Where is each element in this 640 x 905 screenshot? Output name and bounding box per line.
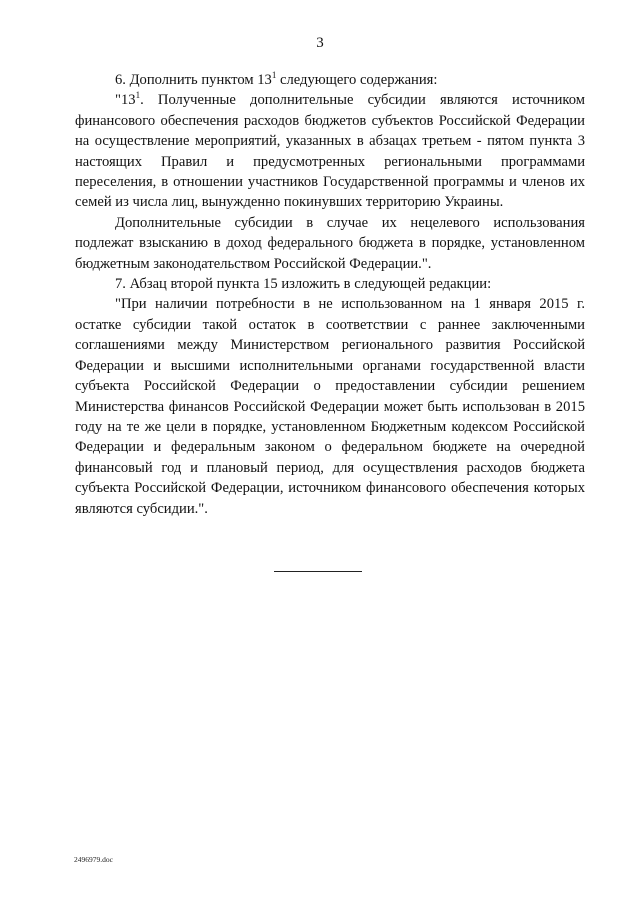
- paragraph-item-6: 6. Дополнить пунктом $13^1$ следующего содержания:: [115, 70, 438, 88]
- document-body: [75, 70, 585, 519]
- paragraph-point-13-1: "$13^1$. Полученные дополнительные субсидии являются источником финансового обеспечения расходов бюджетов субъектов Российской Федерации на осуществление мероприятий, указанных в абзацах третьем - пятом пункта 3 настоящих Правил и предусмотренных региональными программами переселения, в отношении участников Государственной программы и членов их семей из числа лиц, вынужденно покинувших территорию Украины.: [75, 90, 585, 211]
- paragraph-point-15-text: "При наличии потребности в не использованном на 1 января 2015 г. остатке субсидии такой остаток в соответствии с раннее заключенными соглашениями между Министерством регионального развития Российской Федерации и высшими исполнительными органами государственной власти субъекта Российской Федерации о предоставлении субсидии решением Министерства финансов Российской Федерации может быть использован в 2015 году на те же цели в порядке, установленном Бюджетным кодексом Российской Федерации и федеральным законом о федеральном бюджете на очередной финансовый год и плановый период, для осуществления расходов бюджета субъекта Российской Федерации, источником финансового обеспечения которых являются субсидии.".: [75, 296, 585, 517]
- paragraph-item-7: 7. Абзац второй пункта 15 изложить в следующей редакции:: [115, 276, 492, 293]
- paragraph-additional-subsidies: Дополнительные субсидии в случае их нецелевого использования подлежат взысканию в доход федерального бюджета в порядке, установленном бюджетным законодательством Российской Федерации.".: [75, 214, 585, 272]
- file-reference: 2496979.doc: [74, 855, 113, 864]
- end-divider-line: [274, 571, 362, 572]
- page-number: 3: [316, 35, 324, 51]
